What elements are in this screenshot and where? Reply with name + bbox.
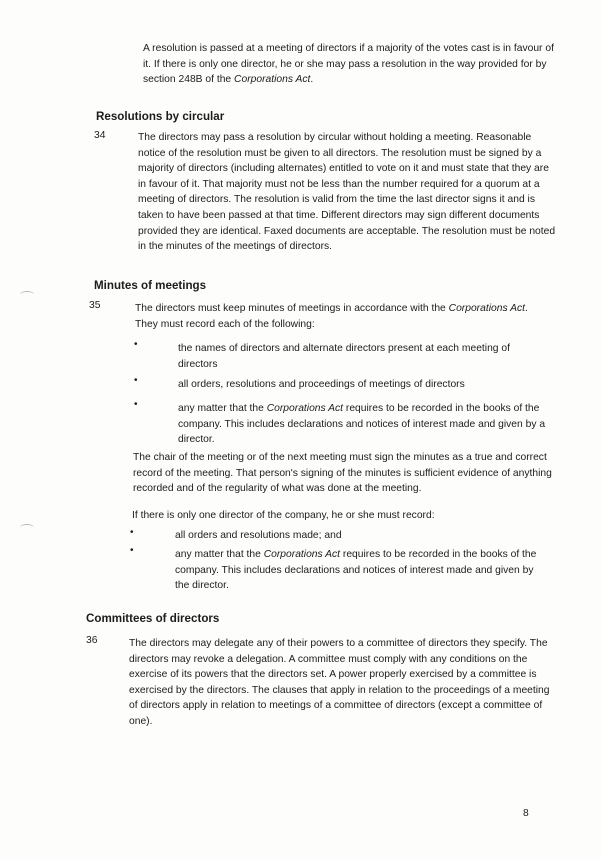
clause-number-34: 34 <box>94 130 106 141</box>
bullet-marker: • <box>130 545 134 556</box>
intro-paragraph: A resolution is passed at a meeting of directors if a majority of the votes cast is in favour of it. If there is only one director, he or she may pass a resolution in the way provided for by section 248B of the Corporations Act. <box>143 43 554 86</box>
list-item: all orders, resolutions and proceedings of meetings of directors <box>178 379 465 390</box>
clause-34-text: The directors may pass a resolution by circular without holding a meeting. Reasonable notice of the resolution must be given to all directors. The resolution must be signed by a majority of directors (including alternates) entitled to vote on it and must state that they are in favour of it. That majority must not be less than the number required for a quorum at a meeting of directors. The resolution is valid from the time the last director signs it and is taken to have been passed at that time. Different directors may sign different documents provided they are identical. Faxed documents are acceptable. The resolution must be noted in the minutes of the meetings of directors. <box>138 132 556 253</box>
list-item: all orders and resolutions made; and <box>175 530 342 541</box>
heading-committees-of-directors: Committees of directors <box>86 612 220 625</box>
clause-35-intro: The directors must keep minutes of meetings in accordance with the Corporations Act. They must record each of the following: <box>135 303 528 330</box>
bullet-marker: • <box>130 527 134 538</box>
list-item: the names of directors and alternate directors present at each meeting of directors <box>178 343 510 370</box>
scan-hole-mark <box>20 291 34 298</box>
scan-hole-mark <box>20 524 34 531</box>
heading-resolutions-by-circular: Resolutions by circular <box>96 110 225 123</box>
single-director-intro: If there is only one director of the company, he or she must record: <box>132 510 435 521</box>
list-item: any matter that the Corporations Act requires to be recorded in the books of the company. This includes declarations and notices of interest made and given by the director. <box>175 549 537 592</box>
list-item: any matter that the Corporations Act requires to be recorded in the books of the company. This includes declarations and notices of interest made and given by a director. <box>178 403 546 446</box>
clause-number-36: 36 <box>86 635 98 646</box>
clause-number-35: 35 <box>89 300 101 311</box>
bullet-marker: • <box>134 375 138 386</box>
clause-36-text: The directors may delegate any of their powers to a committee of directors they specify. The directors may revoke a delegation. A committee must comply with any conditions on the exercise of its powers that the directors set. A power properly exercised by a committee is exercised by the directors. The clauses that apply in relation to the proceedings of a meeting of directors apply in relation to meetings of a committee of directors (except a committee of one). <box>129 638 550 727</box>
bullet-marker: • <box>134 339 138 350</box>
bullet-marker: • <box>134 399 138 410</box>
page-number: 8 <box>523 808 529 819</box>
heading-minutes-of-meetings: Minutes of meetings <box>94 279 207 292</box>
chair-paragraph: The chair of the meeting or of the next meeting must sign the minutes as a true and correct record of the meeting. That person's signing of the minutes is sufficient evidence of anything recorded and of the regularity of what was done at the meeting. <box>133 452 552 495</box>
